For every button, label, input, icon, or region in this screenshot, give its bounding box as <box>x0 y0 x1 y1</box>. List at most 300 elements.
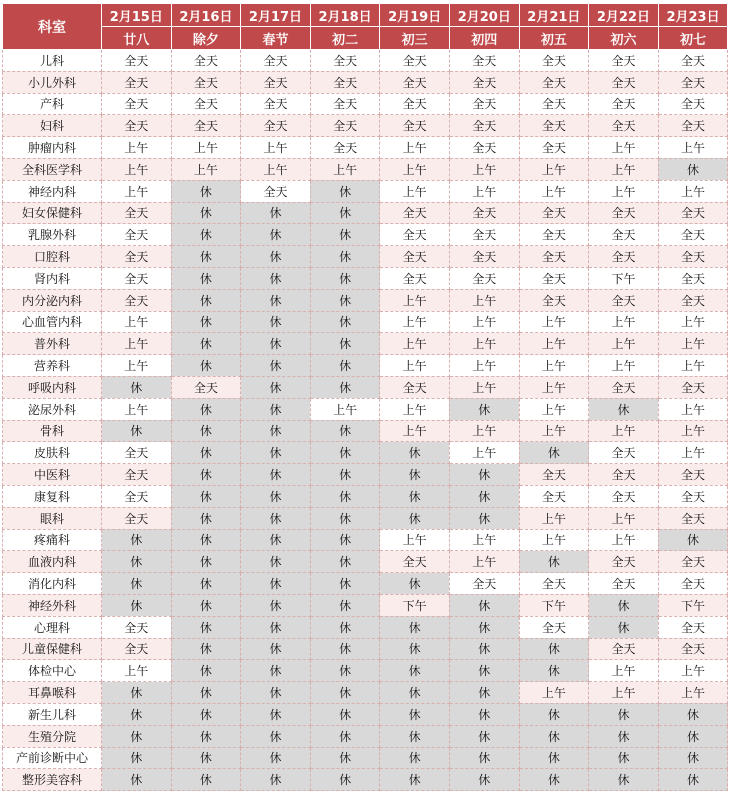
schedule-cell: 全天 <box>658 376 728 398</box>
lunar-header-row <box>3 27 728 50</box>
schedule-cell: 上午 <box>589 507 659 529</box>
schedule-cell: 全天 <box>241 71 311 93</box>
schedule-cell: 休 <box>102 573 172 595</box>
lunar-header-cell: 春节 <box>241 27 311 50</box>
schedule-cell: 休 <box>380 464 450 486</box>
schedule-cell: 休 <box>171 420 241 442</box>
schedule-cell: 上午 <box>589 333 659 355</box>
schedule-cell: 全天 <box>658 224 728 246</box>
schedule-cell: 休 <box>171 464 241 486</box>
schedule-cell: 休 <box>241 703 311 725</box>
schedule-cell: 休 <box>380 703 450 725</box>
schedule-cell: 休 <box>449 485 519 507</box>
schedule-cell: 休 <box>449 725 519 747</box>
schedule-cell: 全天 <box>519 224 589 246</box>
schedule-cell: 休 <box>310 202 380 224</box>
schedule-cell: 休 <box>310 180 380 202</box>
schedule-cell: 休 <box>310 660 380 682</box>
schedule-cell: 休 <box>310 311 380 333</box>
table-row <box>3 376 728 398</box>
schedule-cell: 休 <box>310 682 380 704</box>
department-name-cell: 耳鼻喉科 <box>3 682 102 704</box>
schedule-cell: 全天 <box>519 573 589 595</box>
schedule-cell: 上午 <box>519 333 589 355</box>
date-header-cell: 2月16日 <box>171 4 241 27</box>
schedule-cell: 休 <box>171 202 241 224</box>
schedule-cell: 休 <box>310 507 380 529</box>
schedule-cell: 休 <box>449 594 519 616</box>
schedule-cell: 全天 <box>102 50 172 72</box>
schedule-cell: 休 <box>241 529 311 551</box>
schedule-cell: 休 <box>171 355 241 377</box>
department-name-cell: 产前诊断中心 <box>3 747 102 769</box>
schedule-cell: 上午 <box>658 180 728 202</box>
schedule-cell: 休 <box>658 158 728 180</box>
schedule-cell: 休 <box>310 638 380 660</box>
schedule-cell: 休 <box>310 464 380 486</box>
date-header-cell: 2月19日 <box>380 4 450 27</box>
lunar-header-cell: 初四 <box>449 27 519 50</box>
schedule-cell: 全天 <box>519 485 589 507</box>
schedule-cell: 全天 <box>380 71 450 93</box>
schedule-cell: 全天 <box>589 246 659 268</box>
schedule-cell: 上午 <box>449 311 519 333</box>
schedule-container <box>2 3 728 791</box>
schedule-cell: 全天 <box>519 202 589 224</box>
schedule-cell: 全天 <box>589 376 659 398</box>
table-row <box>3 420 728 442</box>
schedule-cell: 全天 <box>102 507 172 529</box>
schedule-cell: 全天 <box>658 202 728 224</box>
schedule-cell: 休 <box>310 224 380 246</box>
schedule-cell: 休 <box>310 333 380 355</box>
schedule-cell: 休 <box>380 442 450 464</box>
schedule-cell: 休 <box>241 202 311 224</box>
lunar-header-cell: 初二 <box>310 27 380 50</box>
schedule-cell: 休 <box>519 551 589 573</box>
schedule-cell: 休 <box>102 594 172 616</box>
table-row <box>3 289 728 311</box>
schedule-cell: 全天 <box>658 464 728 486</box>
department-name-cell: 呼吸内科 <box>3 376 102 398</box>
schedule-cell: 全天 <box>589 71 659 93</box>
schedule-cell: 休 <box>380 507 450 529</box>
department-name-cell: 整形美容科 <box>3 769 102 791</box>
schedule-cell: 休 <box>171 682 241 704</box>
schedule-cell: 休 <box>658 703 728 725</box>
schedule-cell: 休 <box>241 398 311 420</box>
schedule-cell: 上午 <box>658 398 728 420</box>
table-row <box>3 115 728 137</box>
schedule-cell: 休 <box>449 464 519 486</box>
table-row <box>3 507 728 529</box>
schedule-cell: 上午 <box>102 660 172 682</box>
schedule-cell: 全天 <box>449 202 519 224</box>
schedule-cell: 下午 <box>658 594 728 616</box>
schedule-cell: 全天 <box>102 616 172 638</box>
schedule-cell: 全天 <box>171 93 241 115</box>
schedule-cell: 上午 <box>658 311 728 333</box>
schedule-cell: 休 <box>241 485 311 507</box>
schedule-cell: 休 <box>241 420 311 442</box>
schedule-cell: 上午 <box>449 420 519 442</box>
schedule-cell: 休 <box>241 660 311 682</box>
schedule-cell: 休 <box>171 551 241 573</box>
schedule-cell: 上午 <box>519 507 589 529</box>
lunar-header-cell: 初六 <box>589 27 659 50</box>
schedule-cell: 休 <box>310 703 380 725</box>
lunar-header-cell: 初三 <box>380 27 450 50</box>
schedule-cell: 休 <box>449 769 519 791</box>
schedule-cell: 休 <box>380 485 450 507</box>
department-name-cell: 心理科 <box>3 616 102 638</box>
schedule-cell: 全天 <box>658 485 728 507</box>
department-column-header: 科室 <box>3 4 102 50</box>
department-name-cell: 皮肤科 <box>3 442 102 464</box>
schedule-cell: 休 <box>171 638 241 660</box>
schedule-cell: 上午 <box>519 158 589 180</box>
schedule-cell: 上午 <box>519 682 589 704</box>
schedule-cell: 上午 <box>449 180 519 202</box>
department-name-cell: 眼科 <box>3 507 102 529</box>
schedule-cell: 休 <box>241 355 311 377</box>
schedule-cell: 休 <box>310 442 380 464</box>
schedule-cell: 上午 <box>310 398 380 420</box>
schedule-cell: 休 <box>310 573 380 595</box>
department-name-cell: 神经内科 <box>3 180 102 202</box>
schedule-cell: 全天 <box>102 289 172 311</box>
schedule-cell: 上午 <box>449 529 519 551</box>
schedule-cell: 休 <box>380 660 450 682</box>
department-name-cell: 小儿外科 <box>3 71 102 93</box>
table-row <box>3 769 728 791</box>
schedule-cell: 休 <box>449 682 519 704</box>
schedule-cell: 休 <box>380 747 450 769</box>
schedule-cell: 休 <box>380 725 450 747</box>
schedule-cell: 休 <box>171 485 241 507</box>
schedule-cell: 上午 <box>519 311 589 333</box>
schedule-cell: 全天 <box>519 289 589 311</box>
schedule-cell: 休 <box>171 703 241 725</box>
schedule-cell: 上午 <box>380 289 450 311</box>
lunar-header-cell: 除夕 <box>171 27 241 50</box>
table-row <box>3 355 728 377</box>
schedule-cell: 休 <box>241 289 311 311</box>
schedule-cell: 休 <box>658 747 728 769</box>
schedule-cell: 下午 <box>589 267 659 289</box>
schedule-cell: 休 <box>171 246 241 268</box>
table-body <box>3 50 728 791</box>
schedule-cell: 上午 <box>589 420 659 442</box>
schedule-cell: 全天 <box>102 485 172 507</box>
schedule-cell: 全天 <box>589 485 659 507</box>
table-row <box>3 747 728 769</box>
schedule-cell: 休 <box>519 638 589 660</box>
date-header-cell: 2月18日 <box>310 4 380 27</box>
schedule-cell: 全天 <box>380 115 450 137</box>
department-name-cell: 疼痛科 <box>3 529 102 551</box>
schedule-cell: 休 <box>310 355 380 377</box>
schedule-cell: 全天 <box>380 246 450 268</box>
schedule-cell: 休 <box>241 311 311 333</box>
schedule-cell: 全天 <box>171 71 241 93</box>
table-row <box>3 442 728 464</box>
table-row <box>3 333 728 355</box>
schedule-cell: 休 <box>589 747 659 769</box>
schedule-cell: 休 <box>102 376 172 398</box>
schedule-cell: 休 <box>310 551 380 573</box>
schedule-cell: 休 <box>241 464 311 486</box>
schedule-cell: 全天 <box>519 115 589 137</box>
schedule-cell: 休 <box>589 616 659 638</box>
schedule-cell: 休 <box>589 703 659 725</box>
schedule-cell: 休 <box>241 682 311 704</box>
schedule-cell: 上午 <box>658 682 728 704</box>
schedule-cell: 全天 <box>519 616 589 638</box>
schedule-cell: 休 <box>449 507 519 529</box>
schedule-cell: 上午 <box>589 355 659 377</box>
schedule-cell: 休 <box>519 769 589 791</box>
date-header-cell: 2月17日 <box>241 4 311 27</box>
schedule-cell: 上午 <box>102 311 172 333</box>
schedule-cell: 上午 <box>589 682 659 704</box>
schedule-cell: 休 <box>241 224 311 246</box>
table-row <box>3 529 728 551</box>
schedule-cell: 上午 <box>380 180 450 202</box>
schedule-cell: 休 <box>449 398 519 420</box>
schedule-cell: 休 <box>310 267 380 289</box>
schedule-cell: 休 <box>102 529 172 551</box>
schedule-cell: 休 <box>310 616 380 638</box>
date-header-row <box>3 4 728 27</box>
schedule-cell: 上午 <box>102 333 172 355</box>
schedule-cell: 上午 <box>658 355 728 377</box>
schedule-cell: 全天 <box>658 573 728 595</box>
schedule-cell: 休 <box>241 333 311 355</box>
table-row <box>3 398 728 420</box>
schedule-cell: 休 <box>171 725 241 747</box>
schedule-cell: 全天 <box>102 202 172 224</box>
schedule-cell: 全天 <box>380 267 450 289</box>
schedule-cell: 全天 <box>449 71 519 93</box>
department-name-cell: 神经外科 <box>3 594 102 616</box>
department-name-cell: 妇科 <box>3 115 102 137</box>
table-row <box>3 551 728 573</box>
schedule-cell: 全天 <box>589 50 659 72</box>
table-header <box>3 4 728 50</box>
schedule-cell: 全天 <box>380 551 450 573</box>
department-name-cell: 全科医学科 <box>3 158 102 180</box>
schedule-cell: 全天 <box>171 50 241 72</box>
date-header-cell: 2月21日 <box>519 4 589 27</box>
table-row <box>3 71 728 93</box>
department-name-cell: 泌尿外科 <box>3 398 102 420</box>
schedule-cell: 全天 <box>658 638 728 660</box>
schedule-cell: 上午 <box>589 529 659 551</box>
schedule-cell: 全天 <box>380 202 450 224</box>
schedule-cell: 上午 <box>171 137 241 159</box>
schedule-cell: 全天 <box>102 464 172 486</box>
table-row <box>3 158 728 180</box>
schedule-cell: 上午 <box>519 398 589 420</box>
department-name-cell: 产科 <box>3 93 102 115</box>
schedule-cell: 休 <box>658 529 728 551</box>
schedule-cell: 全天 <box>519 50 589 72</box>
schedule-cell: 全天 <box>658 289 728 311</box>
schedule-cell: 全天 <box>310 50 380 72</box>
schedule-cell: 全天 <box>589 573 659 595</box>
schedule-cell: 休 <box>241 769 311 791</box>
table-row <box>3 725 728 747</box>
schedule-cell: 休 <box>171 660 241 682</box>
schedule-cell: 全天 <box>310 93 380 115</box>
schedule-cell: 上午 <box>519 376 589 398</box>
department-name-cell: 康复科 <box>3 485 102 507</box>
schedule-cell: 休 <box>310 485 380 507</box>
schedule-cell: 上午 <box>658 420 728 442</box>
table-row <box>3 137 728 159</box>
schedule-cell: 全天 <box>102 267 172 289</box>
schedule-cell: 上午 <box>658 333 728 355</box>
department-name-cell: 肿瘤内科 <box>3 137 102 159</box>
schedule-cell: 休 <box>380 616 450 638</box>
schedule-cell: 上午 <box>589 660 659 682</box>
date-header-cell: 2月15日 <box>102 4 172 27</box>
schedule-cell: 上午 <box>241 158 311 180</box>
schedule-cell: 全天 <box>380 224 450 246</box>
schedule-cell: 上午 <box>449 289 519 311</box>
schedule-cell: 休 <box>519 747 589 769</box>
schedule-cell: 全天 <box>658 246 728 268</box>
schedule-cell: 休 <box>241 747 311 769</box>
schedule-cell: 休 <box>380 573 450 595</box>
schedule-cell: 休 <box>449 747 519 769</box>
schedule-cell: 休 <box>171 529 241 551</box>
schedule-cell: 上午 <box>380 355 450 377</box>
schedule-cell: 全天 <box>380 93 450 115</box>
table-row <box>3 703 728 725</box>
schedule-cell: 全天 <box>589 464 659 486</box>
schedule-cell: 休 <box>519 725 589 747</box>
department-name-cell: 血液内科 <box>3 551 102 573</box>
schedule-cell: 全天 <box>658 93 728 115</box>
table-row <box>3 638 728 660</box>
schedule-cell: 全天 <box>519 267 589 289</box>
schedule-cell: 休 <box>171 398 241 420</box>
department-name-cell: 妇女保健科 <box>3 202 102 224</box>
department-name-cell: 心血管内科 <box>3 311 102 333</box>
schedule-cell: 休 <box>171 289 241 311</box>
schedule-cell: 全天 <box>589 93 659 115</box>
schedule-cell: 休 <box>171 573 241 595</box>
schedule-cell: 全天 <box>241 115 311 137</box>
schedule-cell: 休 <box>380 638 450 660</box>
schedule-cell: 休 <box>658 725 728 747</box>
schedule-cell: 上午 <box>658 660 728 682</box>
schedule-cell: 休 <box>449 638 519 660</box>
schedule-cell: 全天 <box>310 137 380 159</box>
schedule-cell: 休 <box>310 420 380 442</box>
department-name-cell: 消化内科 <box>3 573 102 595</box>
table-row <box>3 267 728 289</box>
schedule-cell: 全天 <box>519 93 589 115</box>
table-row <box>3 202 728 224</box>
schedule-cell: 全天 <box>380 376 450 398</box>
schedule-cell: 全天 <box>658 507 728 529</box>
schedule-cell: 休 <box>171 333 241 355</box>
department-name-cell: 肾内科 <box>3 267 102 289</box>
table-row <box>3 311 728 333</box>
schedule-cell: 休 <box>658 769 728 791</box>
schedule-cell: 上午 <box>589 137 659 159</box>
department-name-cell: 骨科 <box>3 420 102 442</box>
table-row <box>3 660 728 682</box>
schedule-cell: 休 <box>310 289 380 311</box>
schedule-cell: 休 <box>241 573 311 595</box>
table-row <box>3 464 728 486</box>
schedule-cell: 休 <box>171 747 241 769</box>
schedule-cell: 全天 <box>102 638 172 660</box>
schedule-cell: 休 <box>310 529 380 551</box>
schedule-cell: 休 <box>102 703 172 725</box>
schedule-cell: 全天 <box>449 224 519 246</box>
schedule-cell: 休 <box>171 180 241 202</box>
schedule-cell: 休 <box>310 376 380 398</box>
schedule-cell: 上午 <box>380 137 450 159</box>
schedule-cell: 休 <box>171 769 241 791</box>
schedule-cell: 休 <box>589 594 659 616</box>
schedule-cell: 休 <box>241 638 311 660</box>
department-name-cell: 儿童保健科 <box>3 638 102 660</box>
schedule-cell: 上午 <box>449 355 519 377</box>
schedule-cell: 休 <box>449 703 519 725</box>
schedule-cell: 全天 <box>102 93 172 115</box>
schedule-cell: 全天 <box>102 224 172 246</box>
schedule-cell: 上午 <box>310 158 380 180</box>
schedule-cell: 上午 <box>380 420 450 442</box>
schedule-cell: 休 <box>519 703 589 725</box>
lunar-header-cell: 初七 <box>658 27 728 50</box>
schedule-cell: 上午 <box>102 158 172 180</box>
schedule-cell: 全天 <box>658 50 728 72</box>
schedule-cell: 全天 <box>519 137 589 159</box>
schedule-cell: 全天 <box>658 71 728 93</box>
schedule-cell: 休 <box>102 725 172 747</box>
schedule-cell: 休 <box>171 442 241 464</box>
schedule-cell: 休 <box>310 725 380 747</box>
schedule-cell: 休 <box>241 267 311 289</box>
schedule-cell: 上午 <box>519 355 589 377</box>
table-row <box>3 180 728 202</box>
schedule-cell: 休 <box>449 616 519 638</box>
table-row <box>3 93 728 115</box>
schedule-cell: 全天 <box>102 442 172 464</box>
schedule-cell: 全天 <box>449 93 519 115</box>
schedule-cell: 全天 <box>102 115 172 137</box>
schedule-cell: 全天 <box>171 115 241 137</box>
schedule-cell: 休 <box>102 769 172 791</box>
schedule-cell: 全天 <box>519 71 589 93</box>
schedule-cell: 上午 <box>102 355 172 377</box>
department-name-cell: 体检中心 <box>3 660 102 682</box>
schedule-cell: 休 <box>589 769 659 791</box>
schedule-cell: 休 <box>102 747 172 769</box>
schedule-cell: 全天 <box>310 71 380 93</box>
schedule-cell: 上午 <box>589 180 659 202</box>
schedule-cell: 全天 <box>102 71 172 93</box>
date-header-cell: 2月23日 <box>658 4 728 27</box>
schedule-cell: 全天 <box>589 202 659 224</box>
